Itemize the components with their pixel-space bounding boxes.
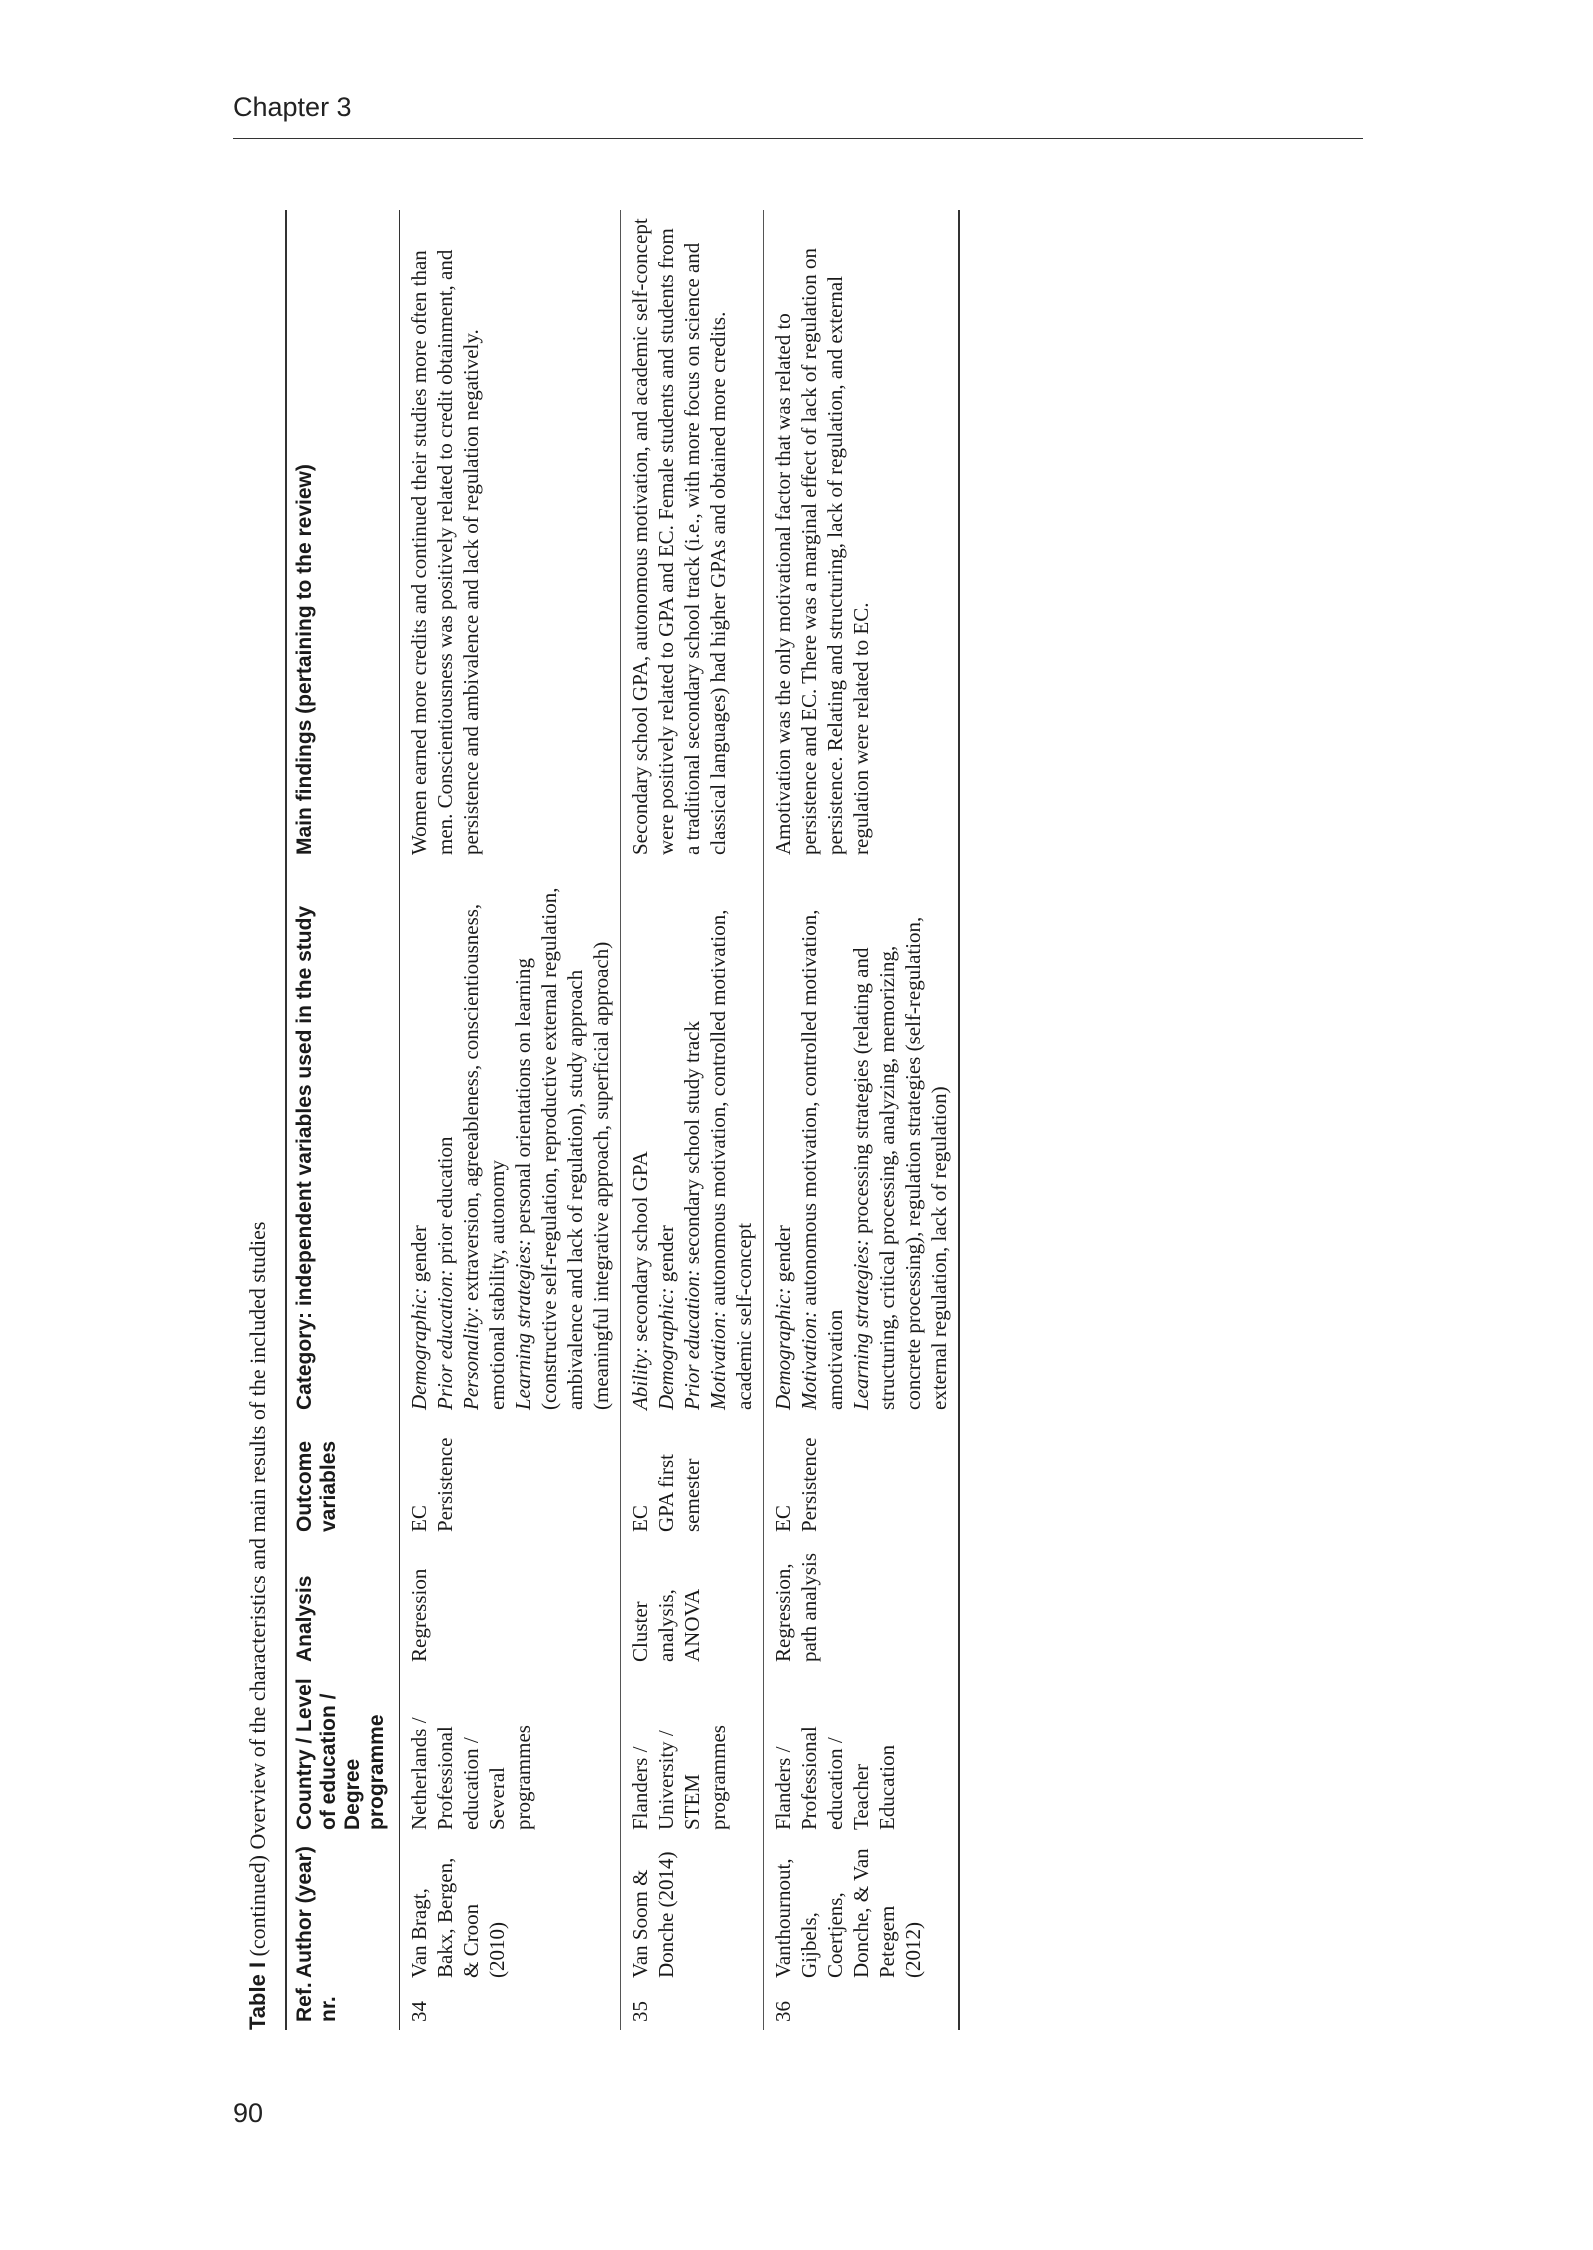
- col-header-country: Country / Level of education / Degree programme: [286, 1670, 400, 1838]
- table-row: [400, 210, 621, 2030]
- outcome-variable: EC: [771, 1505, 795, 1532]
- category-label: Prior education:: [680, 1269, 704, 1410]
- col-header-findings: Main findings (pertaining to the review): [286, 210, 400, 863]
- outcome-variable: Persistence: [797, 1437, 821, 1532]
- table-caption: [245, 1222, 271, 2031]
- cell-outcome: [764, 1418, 960, 1540]
- category-text: gender: [654, 1225, 678, 1288]
- outcome-variable: EC: [407, 1505, 431, 1532]
- category-label: Personality:: [459, 1306, 483, 1410]
- cell-analysis: Cluster analysis, ANOVA: [621, 1540, 764, 1670]
- cell-category: [764, 863, 960, 1418]
- category-label: Motivation:: [706, 1310, 730, 1410]
- category-entry: [627, 871, 653, 1410]
- cell-ref: 34: [400, 1986, 621, 2030]
- table-caption-label: Table I: [245, 1961, 270, 2030]
- category-text: personal orientations on learning (constructive self-regulation, reproductive external regulation, ambivalence and lack of regulation), study approach (meaningful integrative approach, superficial approach): [511, 887, 613, 1410]
- studies-table: [285, 210, 960, 2030]
- category-text: secondary school study track: [680, 1021, 704, 1270]
- category-text: processing strategies (relating and structuring, critical processing, analyzing, memorizing, concrete processing), regulation strategies (self-regulation, external regulation, lack of regulation): [849, 916, 951, 1410]
- category-label: Demographic:: [654, 1287, 678, 1410]
- page-number: 90: [233, 2098, 264, 2128]
- category-entry: [510, 871, 614, 1410]
- category-label: Learning strategies:: [511, 1239, 535, 1410]
- category-label: Ability:: [628, 1347, 652, 1410]
- col-header-category: Category: independent variables used in the study: [286, 863, 400, 1418]
- category-label: Demographic:: [771, 1287, 795, 1410]
- cell-author: Van Bragt, Bakx, Bergen, & Croon (2010): [400, 1838, 621, 1986]
- category-label: Prior education:: [433, 1269, 457, 1410]
- category-entry: [796, 871, 848, 1410]
- cell-outcome: [400, 1418, 621, 1540]
- category-text: gender: [407, 1225, 431, 1288]
- header-rule: [233, 138, 1363, 139]
- cell-analysis: Regression: [400, 1540, 621, 1670]
- category-text: autonomous motivation, controlled motivation, amotivation: [797, 909, 847, 1410]
- category-entry: [458, 871, 510, 1410]
- category-label: Motivation:: [797, 1310, 821, 1410]
- col-header-analysis: Analysis: [286, 1540, 400, 1670]
- cell-country: Flanders / Professional education / Teacher Education: [764, 1670, 960, 1838]
- cell-category: [621, 863, 764, 1418]
- category-text: secondary school GPA: [628, 1151, 652, 1348]
- table-row: [621, 210, 764, 2030]
- cell-country: Netherlands / Professional education / Several programmes: [400, 1670, 621, 1838]
- category-label: Learning strategies:: [849, 1239, 873, 1410]
- category-entry: [432, 871, 458, 1410]
- category-entry: [653, 871, 679, 1410]
- cell-findings: Secondary school GPA, autonomous motivation, and academic self-concept were positively related to GPA and EC. Female students and students from a traditional secondary school track (i.e., with more focus on science and classical languages) had higher GPAs and obtained more credits.: [621, 210, 764, 863]
- category-entry: [705, 871, 757, 1410]
- cell-analysis: Regression, path analysis: [764, 1540, 960, 1670]
- outcome-variable: Persistence: [433, 1437, 457, 1532]
- cell-category: [400, 863, 621, 1418]
- table-row: [764, 210, 960, 2030]
- table-body: [400, 210, 960, 2030]
- category-entry: [770, 871, 796, 1410]
- table-header-row: [286, 210, 400, 2030]
- category-text: extraversion, agreeableness, conscientiousness, emotional stability, autonomy: [459, 903, 509, 1410]
- outcome-variable: GPA first semester: [654, 1453, 704, 1532]
- rotated-table-block: [245, 210, 1360, 2030]
- table-caption-text: (continued) Overview of the characteristics and main results of the included studies: [245, 1221, 270, 1962]
- category-label: Demographic:: [407, 1287, 431, 1410]
- cell-outcome: [621, 1418, 764, 1540]
- category-text: gender: [771, 1225, 795, 1288]
- category-text: prior education: [433, 1136, 457, 1270]
- category-entry: [406, 871, 432, 1410]
- category-entry: [848, 871, 952, 1410]
- col-header-ref: Ref. nr.: [286, 1986, 400, 2030]
- cell-author: Van Soom & Donche (2014): [621, 1838, 764, 1986]
- cell-findings: Women earned more credits and continued their studies more often than men. Conscientiousness was positively related to credit obtainment, and persistence and ambivalence and lack of regulation negatively.: [400, 210, 621, 863]
- category-text: autonomous motivation, controlled motivation, academic self-concept: [706, 909, 756, 1410]
- col-header-outcome: Outcome variables: [286, 1418, 400, 1540]
- cell-ref: 35: [621, 1986, 764, 2030]
- cell-findings: Amotivation was the only motivational factor that was related to persistence and EC. There was a marginal effect of lack of regulation on persistence. Relating and structuring, lack of regulation, and external regulation were related to EC.: [764, 210, 960, 863]
- outcome-variable: EC: [628, 1505, 652, 1532]
- cell-ref: 36: [764, 1986, 960, 2030]
- cell-author: Vanthournout, Gijbels, Coertjens, Donche, & Van Petegem (2012): [764, 1838, 960, 1986]
- running-header: Chapter 3: [233, 92, 352, 122]
- category-entry: [679, 871, 705, 1410]
- cell-country: Flanders / University / STEM programmes: [621, 1670, 764, 1838]
- col-header-author: Author (year): [286, 1838, 400, 1986]
